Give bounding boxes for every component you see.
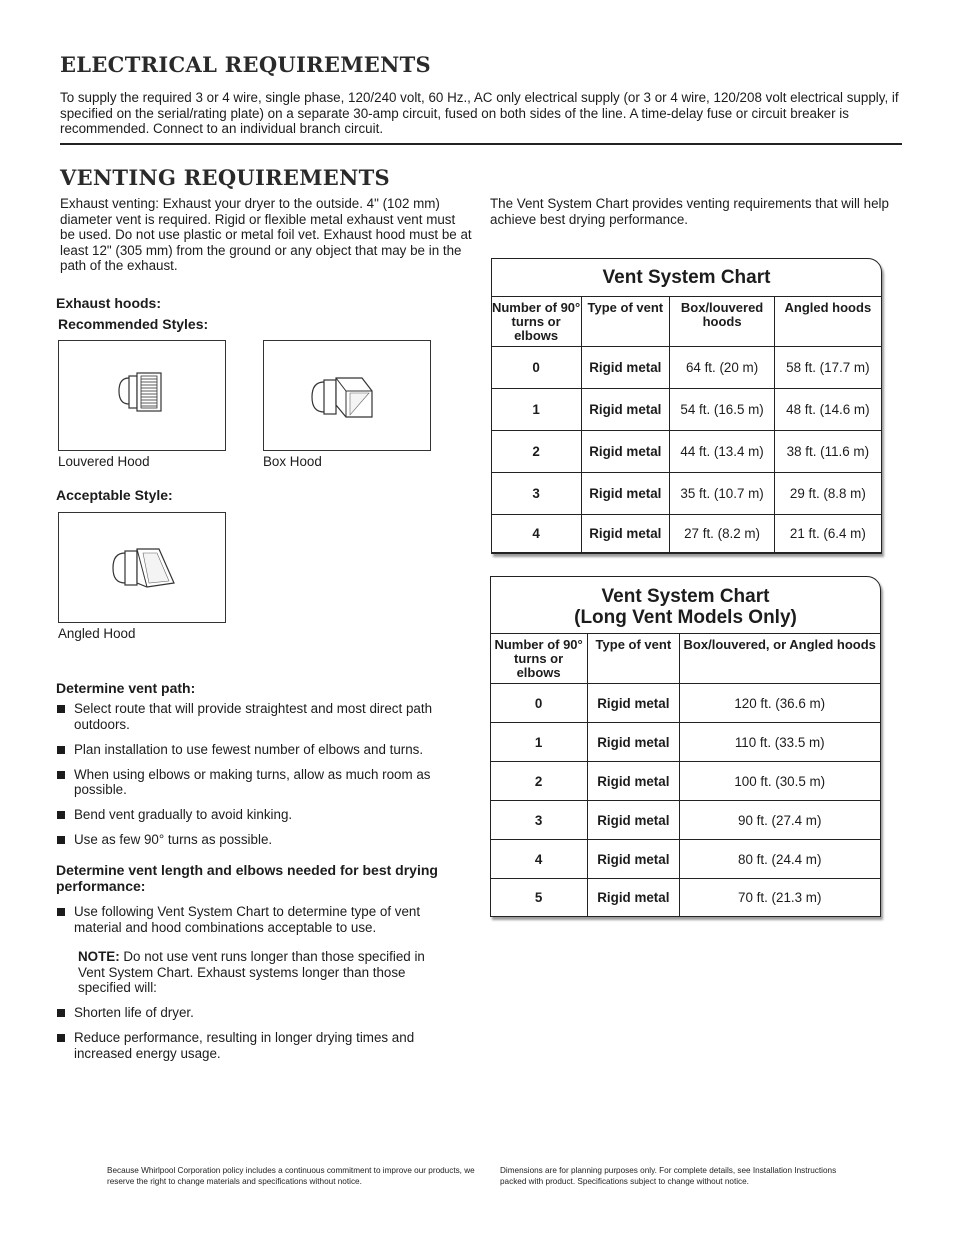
angled-hood-caption: Angled Hood: [58, 626, 136, 641]
cell-length: 120 ft. (36.6 m): [679, 684, 880, 723]
cell-turns: 5: [490, 879, 587, 917]
venting-title: VENTING REQUIREMENTS: [60, 165, 390, 190]
list-item: When using elbows or making turns, allow as much room as possible.: [56, 767, 451, 798]
cell-box-hoods: 54 ft. (16.5 m): [669, 389, 774, 431]
table-row: [490, 723, 880, 762]
recommended-styles-label: Recommended Styles:: [58, 316, 209, 332]
cell-length: 100 ft. (30.5 m): [679, 762, 880, 801]
note-block: [56, 949, 451, 996]
table-row: [491, 431, 881, 473]
note-text: Do not use vent runs longer than those specified in Vent System Chart. Exhaust systems longer than those specified will:: [78, 949, 425, 995]
table-row: [491, 347, 881, 389]
cell-box-hoods: 35 ft. (10.7 m): [669, 473, 774, 515]
chart-title-line2: (Long Vent Models Only): [574, 607, 797, 628]
electrical-body: To supply the required 3 or 4 wire, single phase, 120/240 volt, 60 Hz., AC only electrical supply (or 3 or 4 wire, 120/208 volt electrical supply, if specified on the serial/rating plate) on a separate 30-amp circuit, fused on both sides of the line. A time-delay fuse or circuit breaker is recommended. Connect to an individual branch circuit.: [60, 90, 899, 136]
table-row: [491, 389, 881, 431]
acceptable-style-label: Acceptable Style:: [56, 487, 173, 503]
list-item: Select route that will provide straightest and most direct path outdoors.: [56, 701, 451, 732]
cell-turns: 2: [491, 431, 581, 473]
cell-type: Rigid metal: [581, 389, 669, 431]
column-header: Angled hoods: [775, 297, 881, 347]
cell-type: Rigid metal: [587, 879, 679, 917]
cell-length: 90 ft. (27.4 m): [679, 801, 880, 840]
column-header: Box/louvered, or Angled hoods: [679, 634, 880, 684]
table-row: [491, 515, 881, 553]
list-item: Plan installation to use fewest number of elbows and turns.: [56, 742, 451, 758]
footer-left: Because Whirlpool Corporation policy includes a continuous commitment to improve our products, we reserve the right to change materials and specifications without notice.: [107, 1166, 475, 1186]
chart-title: [491, 577, 880, 628]
cell-angled-hoods: 21 ft. (6.4 m): [775, 515, 881, 553]
exhaust-hoods-label: Exhaust hoods:: [56, 295, 162, 311]
cell-type: Rigid metal: [587, 762, 679, 801]
cell-turns: 0: [491, 347, 581, 389]
cell-angled-hoods: 48 ft. (14.6 m): [775, 389, 881, 431]
table-row: [490, 840, 880, 879]
louvered-hood-icon: [59, 341, 225, 450]
vent-length-list: [56, 904, 451, 945]
cell-type: Rigid metal: [587, 801, 679, 840]
electrical-title: ELECTRICAL REQUIREMENTS: [60, 52, 431, 77]
cell-turns: 0: [490, 684, 587, 723]
cell-angled-hoods: 58 ft. (17.7 m): [775, 347, 881, 389]
chart-title: Vent System Chart: [602, 267, 771, 288]
column-header: Number of 90° turns or elbows: [491, 297, 581, 347]
louvered-hood-caption: Louvered Hood: [58, 454, 150, 469]
cell-turns: 1: [490, 723, 587, 762]
box-hood-icon: [264, 341, 430, 450]
cell-type: Rigid metal: [581, 515, 669, 553]
louvered-hood-figure: [58, 340, 226, 451]
cell-type: Rigid metal: [587, 723, 679, 762]
cell-type: Rigid metal: [581, 473, 669, 515]
vent-path-list: [56, 701, 451, 857]
venting-intro: Exhaust venting: Exhaust your dryer to the outside. 4" (102 mm) diameter vent is required. Rigid or flexible metal exhaust vent must be used. Do not use plastic or metal foil vet. Exhaust hood must be at least 12" (305 mm) from the ground or any object that may be in the path of the exhaust.: [60, 196, 472, 273]
column-header: Type of vent: [587, 634, 679, 684]
cell-turns: 3: [490, 801, 587, 840]
cell-length: 70 ft. (21.3 m): [679, 879, 880, 917]
footer-right: Dimensions are for planning purposes only. For complete details, see Installation Instructions packed with product. Specifications subject to change without notice.: [500, 1166, 837, 1186]
cell-box-hoods: 27 ft. (8.2 m): [669, 515, 774, 553]
cell-turns: 3: [491, 473, 581, 515]
box-hood-figure: [263, 340, 431, 451]
cell-box-hoods: 64 ft. (20 m): [669, 347, 774, 389]
table-row: [490, 879, 880, 917]
list-item: Use following Vent System Chart to determine type of vent material and hood combinations acceptable to use.: [56, 904, 451, 935]
cell-length: 110 ft. (33.5 m): [679, 723, 880, 762]
long-vent-system-chart: [490, 576, 881, 917]
column-header: Box/louvered hoods: [669, 297, 774, 347]
note-label: NOTE:: [78, 949, 120, 964]
column-header: Type of vent: [581, 297, 669, 347]
cell-turns: 4: [490, 840, 587, 879]
vent-length-heading: Determine vent length and elbows needed for best drying performance:: [56, 862, 438, 894]
vent-path-heading: Determine vent path:: [56, 680, 196, 696]
vent-system-chart: [491, 258, 882, 554]
table-row: [490, 801, 880, 840]
chart-title-line1: Vent System Chart: [601, 586, 770, 607]
cell-angled-hoods: 38 ft. (11.6 m): [775, 431, 881, 473]
chart-intro: The Vent System Chart provides venting requirements that will help achieve best drying performance.: [490, 196, 889, 227]
cell-length: 80 ft. (24.4 m): [679, 840, 880, 879]
section-divider: [60, 143, 902, 145]
cell-type: Rigid metal: [587, 684, 679, 723]
cell-turns: 1: [491, 389, 581, 431]
cell-turns: 2: [490, 762, 587, 801]
cell-turns: 4: [491, 515, 581, 553]
column-header: Number of 90° turns or elbows: [490, 634, 587, 684]
table-row: [490, 762, 880, 801]
cell-type: Rigid metal: [581, 431, 669, 473]
consequences-list: [56, 1005, 451, 1071]
table-row: [490, 684, 880, 723]
angled-hood-figure: [58, 512, 226, 623]
box-hood-caption: Box Hood: [263, 454, 322, 469]
angled-hood-icon: [59, 513, 225, 622]
cell-angled-hoods: 29 ft. (8.8 m): [775, 473, 881, 515]
cell-box-hoods: 44 ft. (13.4 m): [669, 431, 774, 473]
cell-type: Rigid metal: [581, 347, 669, 389]
table-row: [491, 473, 881, 515]
long-vent-system-table: [490, 633, 881, 917]
list-item: Reduce performance, resulting in longer drying times and increased energy usage.: [56, 1030, 451, 1061]
list-item: Use as few 90° turns as possible.: [56, 832, 451, 848]
cell-type: Rigid metal: [587, 840, 679, 879]
list-item: Shorten life of dryer.: [56, 1005, 451, 1021]
list-item: Bend vent gradually to avoid kinking.: [56, 807, 451, 823]
vent-system-table: [491, 296, 882, 553]
